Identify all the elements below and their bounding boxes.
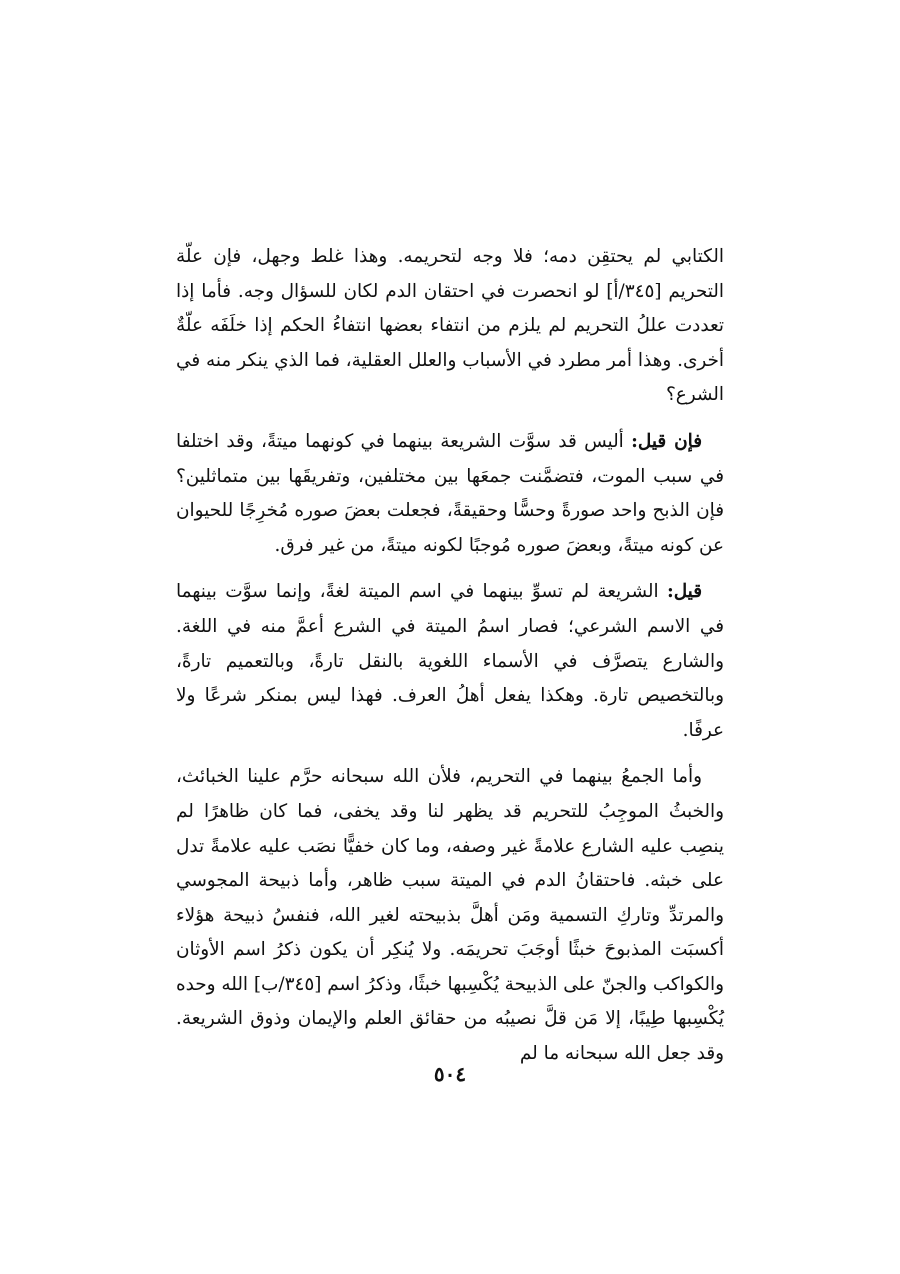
paragraph-3-text: الشريعة لم تسوِّ بينهما في اسم الميتة لغةً، وإنما سوَّت بينهما في الاسم الشرعي؛ فصار اسمُ الميتة في الشرع أعمَّ منه في اللغة. والشارع يتصرَّف في الأسماء اللغوية بالنقل تارةً، وبالتعميم تارةً، وبالتخصيص تارة. وهكذا يفعل أهلُ العرف. فهذا ليس بمنكر شرعًا ولا عرفًا. (176, 581, 724, 741)
paragraph-3 (176, 575, 724, 748)
paragraph-4 (176, 760, 724, 1071)
paragraph-4-text: وأما الجمعُ بينهما في التحريم، فلأن الله سبحانه حرَّم علينا الخبائث، والخبثُ الموجِبُ للتحريم قد يظهر لنا وقد يخفى، فما كان ظاهرًا لم ينصِب عليه الشارع علامةً غير وصفه، وما كان خفيًّا نصَب عليه علامةً تدل على خبثه. فاحتقانُ الدم في الميتة سبب ظاهر، وأما ذبيحة المجوسي والمرتدِّ وتاركِ التسمية ومَن أهلَّ بذبيحته لغير الله، فنفسُ ذبيحة هؤلاء أكسبَت المذبوحَ خبثًا أوجَبَ تحريمَه. ولا يُنكِر أن يكون ذكرُ اسم الأوثان والكواكب والجنّ على الذبيحة يُكْسِبها خبثًا، وذكرُ اسم [٣٤٥/ب] الله وحده يُكْسِبها طِيبًا، إلا مَن قلَّ نصيبُه من حقائق العلم والإيمان وذوق الشريعة. وقد جعل الله سبحانه ما لم (175, 766, 724, 1065)
paragraph-1-text: الكتابي لم يحتقِن دمه؛ فلا وجه لتحريمه. وهذا غلط وجهل، فإن علّة التحريم [٣٤٥/أ] لو انحصرت في احتقان الدم لكان للسؤال وجه. فأما إذا تعددت عللُ التحريم لم يلزم من انتفاء بعضها انتفاءُ الحكم إذا خلَفَه علّةٌ أخرى. وهذا أمر مطرد في الأسباب والعلل العقلية، فما الذي ينكر منه في الشرع؟ (176, 246, 724, 406)
paragraph-1 (176, 240, 724, 413)
page-number: ٥٠٤ (433, 1062, 467, 1086)
page-body (176, 240, 724, 1084)
paragraph-2 (176, 425, 724, 563)
paragraph-2-lead: فإن قيل: (631, 430, 702, 452)
paragraph-3-lead: قيل: (666, 581, 702, 603)
paragraph-2-text: أليس قد سوَّت الشريعة بينهما في كونهما ميتةً، وقد اختلفا في سبب الموت، فتضمَّنت جمعَها بين مختلفين، وتفريقَها بين متماثلين؟ فإن الذبح واحد صورةً وحسًّا وحقيقةً، فجعلت بعضَ صوره مُخرِجًا للحيوان عن كونه ميتةً، وبعضَ صوره مُوجبًا لكونه ميتةً، من غير فرق. (176, 430, 724, 556)
